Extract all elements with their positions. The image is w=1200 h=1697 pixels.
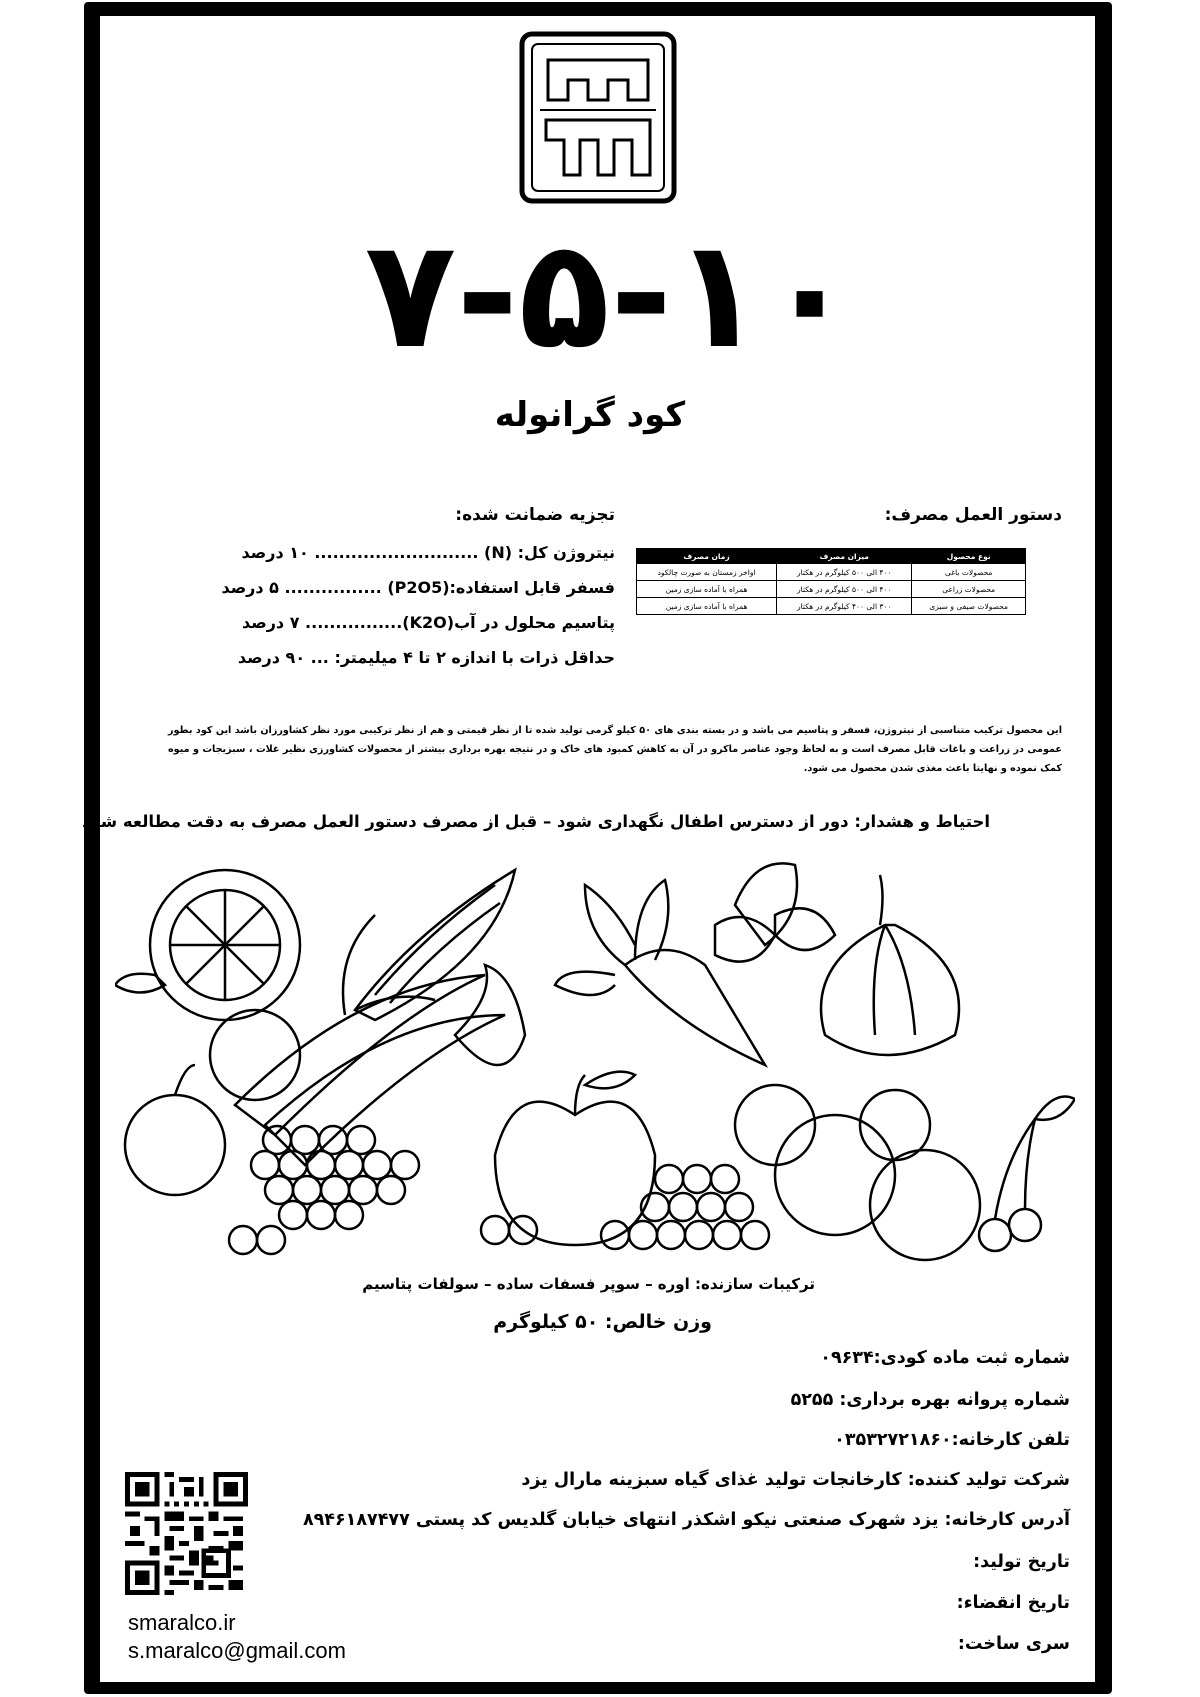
website-link[interactable]: smaralco.ir xyxy=(128,1610,236,1635)
license-number: شماره پروانه بهره برداری: ۵۲۵۵ xyxy=(790,1390,1070,1410)
fertilizer-grade: ۷-۵-۱۰ xyxy=(364,208,856,382)
table-cell: همراه با آماده سازی زمین xyxy=(637,598,777,615)
carrot-icon xyxy=(555,880,765,1065)
net-weight: وزن خالص: ۵۰ کیلوگرم xyxy=(493,1311,712,1333)
table-header-cell: نوع محصول xyxy=(912,549,1026,564)
usage-title: دستور العمل مصرف: xyxy=(884,505,1062,525)
analysis-title: تجزیه ضمانت شده: xyxy=(455,505,615,525)
factory-phone: تلفن کارخانه:۰۳۵۳۲۷۲۱۸۶۰ xyxy=(834,1430,1070,1450)
production-date: تاریخ تولید: xyxy=(973,1552,1070,1572)
table-cell: ۴۰۰ الی ۵۰۰ کیلوگرم در هکتار xyxy=(777,564,912,581)
usage-table xyxy=(636,548,1026,615)
table-row xyxy=(637,598,1026,615)
orange-icon xyxy=(115,870,300,1020)
table-row xyxy=(637,564,1026,581)
factory-address: آدرس کارخانه: یزد شهرک صنعتی نیکو اشکذر انتهای خیابان گلدیس کد پستی ۸۹۴۶۱۸۷۴۷۷ xyxy=(302,1510,1070,1530)
qr-code-icon xyxy=(125,1472,248,1595)
cherry-icon xyxy=(979,1097,1075,1252)
fruits-vegetables-illustration-icon xyxy=(115,845,1075,1275)
producer-company: شرکت تولید کننده: کارخانجات تولید غذای گیاه سبزینه مارال یزد xyxy=(521,1470,1070,1490)
fruit-pile-icon xyxy=(125,965,525,1195)
usage-table-header xyxy=(637,549,1026,564)
table-cell: همراه با آماده سازی زمین xyxy=(637,581,777,598)
table-cell: ۳۰۰ الی ۴۰۰ کیلوگرم در هکتار xyxy=(777,598,912,615)
maral-logo-icon xyxy=(518,30,678,205)
table-cell: ۴۰۰ الی ۵۰۰ کیلوگرم در هکتار xyxy=(777,581,912,598)
table-cell: اواخر زمستان به صورت چالکود xyxy=(637,564,777,581)
product-description: این محصول ترکیب متناسبی از نیتروژن، فسفر و پتاسیم می باشد و در بسته بندی های ۵۰ کیلو گرمی تولید شده تا از نظر قیمتی و هم از نظر ترکیبی مورد نظر کشاورزان باشد این کود بطور عمومی در زراعت و باغات قابل مصرف است و به لحاظ وجود عناصر ماکرو در آن به کاهش کمبود های خاک و در نتیجه بهره برداری بیشتر از محصولات کشاورزی نظیر غلات ، سبزیجات و میوه کمک نموده و نهایتا باعث مغذی شدن محصول می شود. xyxy=(168,725,1062,774)
table-cell: محصولات زراعی xyxy=(912,581,1026,598)
expiry-date: تاریخ انقضاء: xyxy=(956,1593,1070,1613)
table-cell: محصولات باغی xyxy=(912,564,1026,581)
analysis-line-phosphorus: فسفر قابل استفاده:(P2O5) ................ ۵ درصد xyxy=(221,578,615,597)
analysis-line-nitrogen: نیتروژن کل: (N) ........................... ۱۰ درصد xyxy=(241,543,615,562)
warning-text: احتیاط و هشدار: دور از دسترس اطفال نگهداری شود – قبل از مصرف دستور العمل مصرف به دقت مطالعه شود xyxy=(82,812,990,831)
apple-icon xyxy=(495,1072,655,1245)
analysis-line-particle-size: حداقل ذرات با اندازه ۲ تا ۴ میلیمتر: ... ۹۰ درصد xyxy=(237,648,615,667)
analysis-line-potassium: پتاسیم محلول در آب(K2O)................ ۷ درصد xyxy=(242,613,615,632)
registration-number: شماره ثبت ماده کودی:۰۹۶۳۴ xyxy=(820,1348,1070,1368)
table-row xyxy=(637,581,1026,598)
table-header-cell: میزان مصرف xyxy=(777,549,912,564)
table-cell: محصولات صیفی و سبزی xyxy=(912,598,1026,615)
garlic-icon xyxy=(821,875,959,1055)
table-header-cell: زمان مصرف xyxy=(637,549,777,564)
corn-icon xyxy=(343,870,515,1020)
grapes-bunch-icon xyxy=(481,1165,769,1249)
batch-series: سری ساخت: xyxy=(957,1634,1070,1654)
email-link[interactable]: s.maralco@gmail.com xyxy=(128,1638,346,1663)
fertilizer-type: کود گرانوله xyxy=(494,395,686,435)
orange-pile-icon xyxy=(735,1085,980,1260)
composition-text: ترکیبات سازنده: اوره – سوپر فسفات ساده – سولفات پتاسیم xyxy=(362,1275,815,1293)
pistachio-icon xyxy=(715,863,835,961)
